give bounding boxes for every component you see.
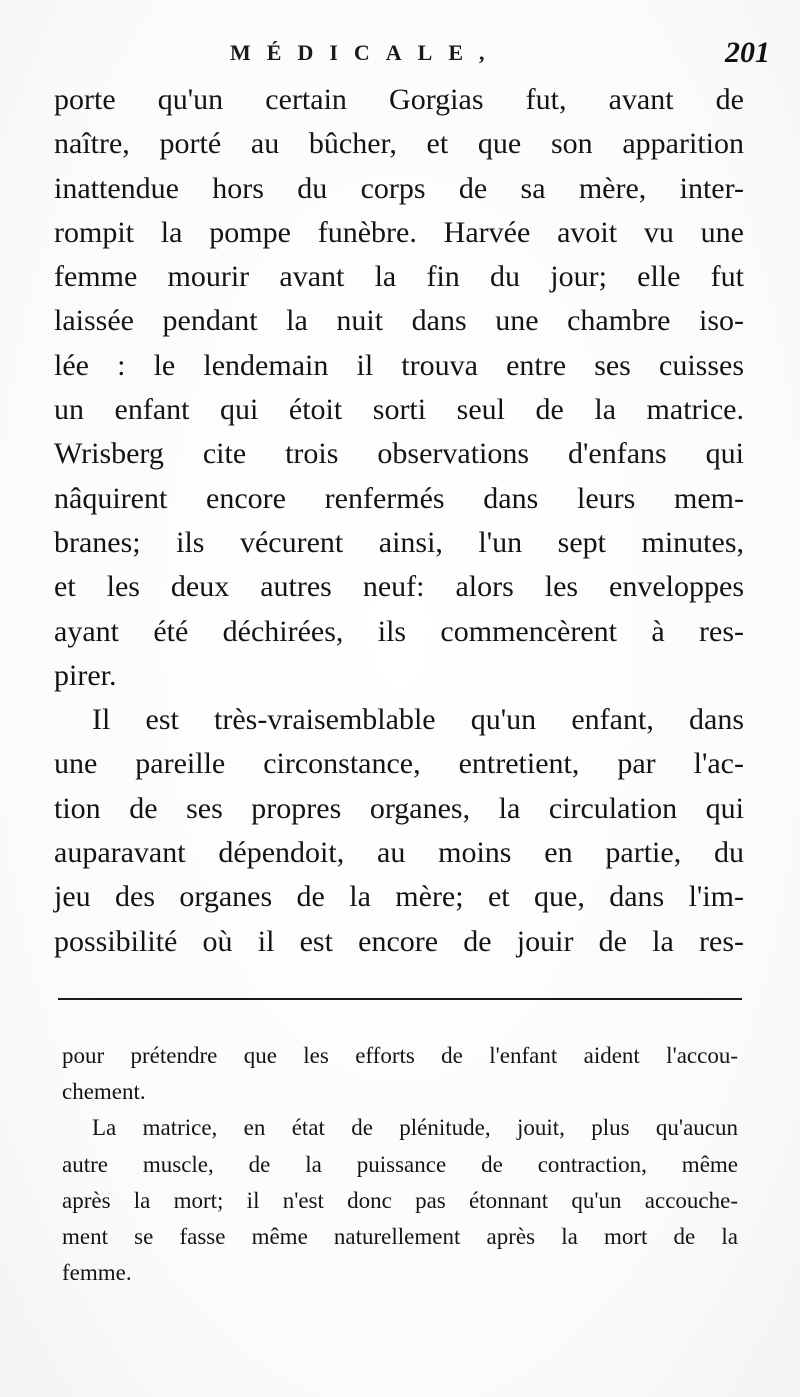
text-line: tion de ses propres organes, la circulation qui xyxy=(54,791,744,825)
text-line: jeu des organes de la mère; et que, dans l'im- xyxy=(54,880,744,914)
text-line: et les deux autres neuf: alors les enveloppes xyxy=(54,570,744,604)
text-line: Wrisberg cite trois observations d'enfans qui xyxy=(54,437,744,471)
text-line: une pareille circonstance, entretient, par l'ac- xyxy=(54,747,744,781)
footnote-paragraph-2 xyxy=(62,1110,738,1291)
footnote xyxy=(62,1038,738,1291)
text-line: laissée pendant la nuit dans une chambre iso- xyxy=(54,304,744,338)
footnote-line: femme. xyxy=(62,1260,132,1286)
text-line: un enfant qui étoit sorti seul de la matrice. xyxy=(54,393,744,427)
text-line: inattendue hors du corps de sa mère, inter- xyxy=(54,171,744,205)
text-line: nâquirent encore renfermés dans leurs mem- xyxy=(54,481,744,515)
text-line: Il est très-vraisemblable qu'un enfant, dans xyxy=(92,703,744,737)
footnote-line: autre muscle, de la puissance de contraction, même xyxy=(62,1151,738,1177)
page-number: 201 xyxy=(725,36,770,69)
text-line: branes; ils vécurent ainsi, l'un sept minutes, xyxy=(54,525,744,559)
paragraph-1 xyxy=(54,78,744,698)
text-line: porte qu'un certain Gorgias fut, avant de xyxy=(54,83,744,116)
text-line: rompit la pompe funèbre. Harvée avoit vu une xyxy=(54,215,744,249)
footnote-line: ment se fasse même naturellement après la mort de la xyxy=(62,1223,738,1249)
text-line: ayant été déchirées, ils commencèrent à res- xyxy=(54,614,744,648)
text-line: possibilité où il est encore de jouir de la res- xyxy=(54,924,744,958)
page-header xyxy=(0,34,800,78)
text-line: femme mourir avant la fin du jour; elle fut xyxy=(54,260,744,294)
paragraph-2 xyxy=(54,698,744,964)
footnote-line: chement. xyxy=(62,1079,146,1105)
footnote-line: après la mort; il n'est donc pas étonnant qu'un accouche- xyxy=(62,1187,738,1213)
footnote-line: La matrice, en état de plénitude, jouit, plus qu'aucun xyxy=(92,1115,738,1141)
main-text xyxy=(54,78,744,964)
footnote-line: pour prétendre que les efforts de l'enfant aident l'accou- xyxy=(62,1043,738,1068)
text-line: lée : le lendemain il trouva entre ses cuisses xyxy=(54,348,744,382)
footnote-divider xyxy=(58,998,742,1000)
footnote-paragraph-1 xyxy=(62,1038,738,1110)
running-title: MÉDICALE, xyxy=(230,40,501,65)
text-line: naître, porté au bûcher, et que son apparition xyxy=(54,127,744,161)
text-line: auparavant dépendoit, au moins en partie, du xyxy=(54,836,744,870)
text-line: pirer. xyxy=(54,658,117,692)
